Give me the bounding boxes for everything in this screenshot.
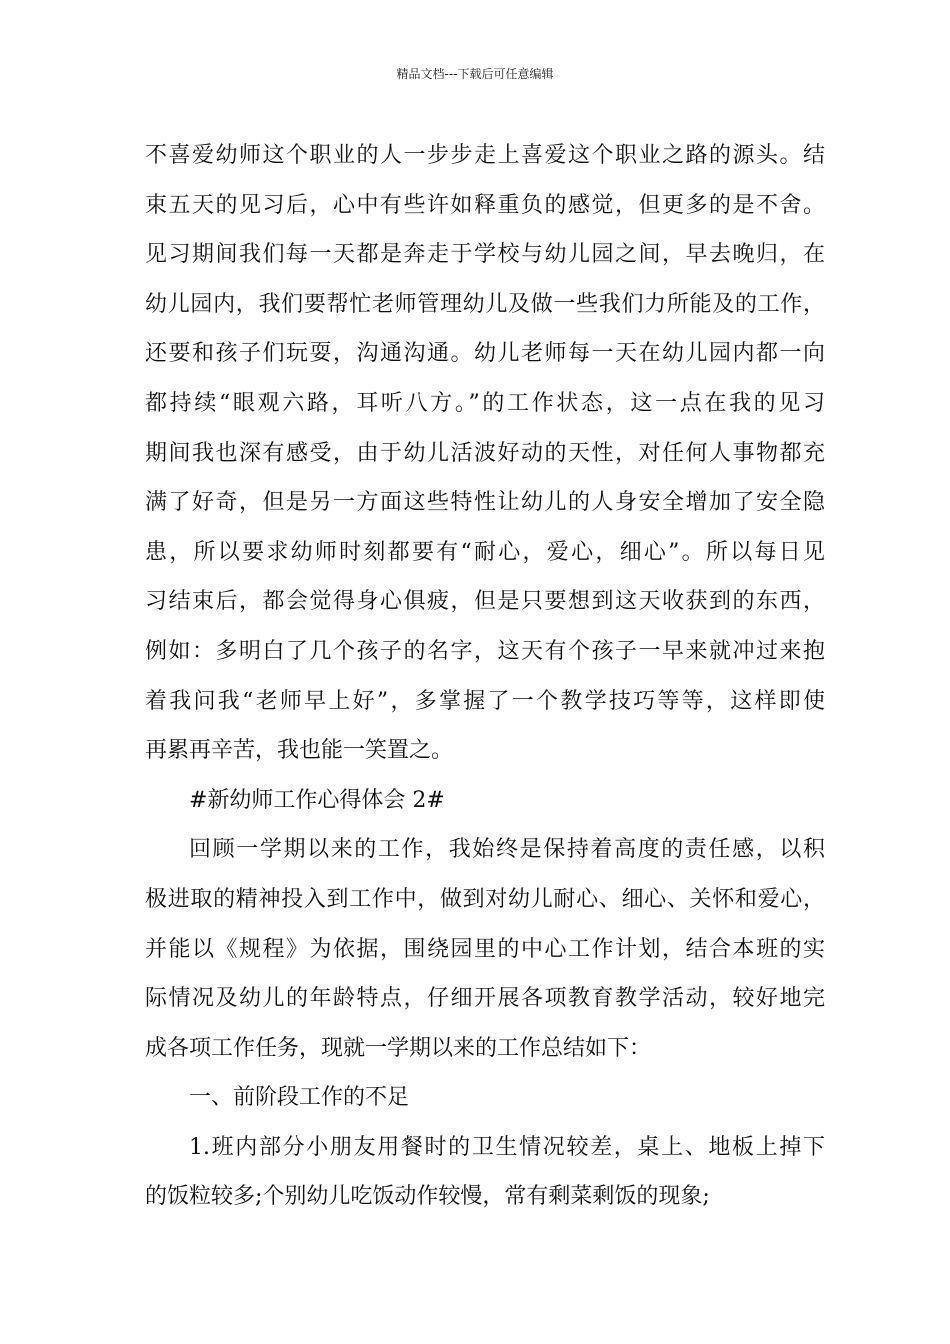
text-line: 并能以《规程》为依据，围绕园里的中心工作计划，结合本班的实 xyxy=(145,936,825,962)
list-item xyxy=(145,1123,825,1222)
text-line: 患，所以要求幼师时刻都要有“耐心，爱心，细心”。所以每日见 xyxy=(145,539,825,565)
text-line: 极进取的精神投入到工作中，做到对幼儿耐心、细心、关怀和爱心， xyxy=(145,886,825,912)
text-line: 再累再辛苦，我也能一笑置之。 xyxy=(145,738,454,764)
text-line: 的饭粒较多;个别幼儿吃饭动作较慢，常有剩菜剩饭的现象; xyxy=(145,1184,710,1210)
text-line: 际情况及幼儿的年龄特点，仔细开展各项教育教学活动，较好地完 xyxy=(145,986,825,1012)
text-line: 束五天的见习后，心中有些许如释重负的感觉，但更多的是不舍。 xyxy=(145,192,825,218)
paragraph-review xyxy=(145,825,825,1073)
document-body xyxy=(145,131,825,1222)
heading-text: #新幼师工作心得体会 2# xyxy=(189,787,445,813)
section-heading xyxy=(145,776,825,826)
text-line: 习结束后，都会觉得身心俱疲，但是只要想到这天收获到的东西， xyxy=(145,589,825,615)
text-line: 1.班内部分小朋友用餐时的卫生情况较差，桌上、地板上掉下 xyxy=(189,1134,825,1160)
text-line: 都持续“眼观六路，耳听八方。”的工作状态，这一点在我的见习 xyxy=(145,390,825,416)
text-line: 成各项工作任务，现就一学期以来的工作总结如下： xyxy=(145,1035,652,1061)
text-line: 满了好奇，但是另一方面这些特性让幼儿的人身安全增加了安全隐 xyxy=(145,490,825,516)
subsection-heading xyxy=(145,1073,825,1123)
text-line: 还要和孩子们玩耍，沟通沟通。幼儿老师每一天在幼儿园内都一向 xyxy=(145,341,825,367)
text-line: 不喜爱幼师这个职业的人一步步走上喜爱这个职业之路的源头。结 xyxy=(145,143,825,168)
text-line: 着我问我“老师早上好”，多掌握了一个教学技巧等等，这样即使 xyxy=(145,688,825,714)
text-line: 回顾一学期以来的工作，我始终是保持着高度的责任感，以积 xyxy=(189,837,825,863)
paragraph-reflection xyxy=(145,131,825,776)
subheading-text: 一、前阶段工作的不足 xyxy=(189,1085,410,1111)
text-line: 期间我也深有感受，由于幼儿活波好动的天性，对任何人事物都充 xyxy=(145,440,825,466)
text-line: 例如：多明白了几个孩子的名字，这天有个孩子一早来就冲过来抱 xyxy=(145,638,825,664)
text-line: 见习期间我们每一天都是奔走于学校与幼儿园之间，早去晚归，在 xyxy=(145,242,825,268)
text-line: 幼儿园内，我们要帮忙老师管理幼儿及做一些我们力所能及的工作， xyxy=(145,291,825,317)
page-header: 精品文档---下载后可任意编辑 xyxy=(396,67,554,81)
